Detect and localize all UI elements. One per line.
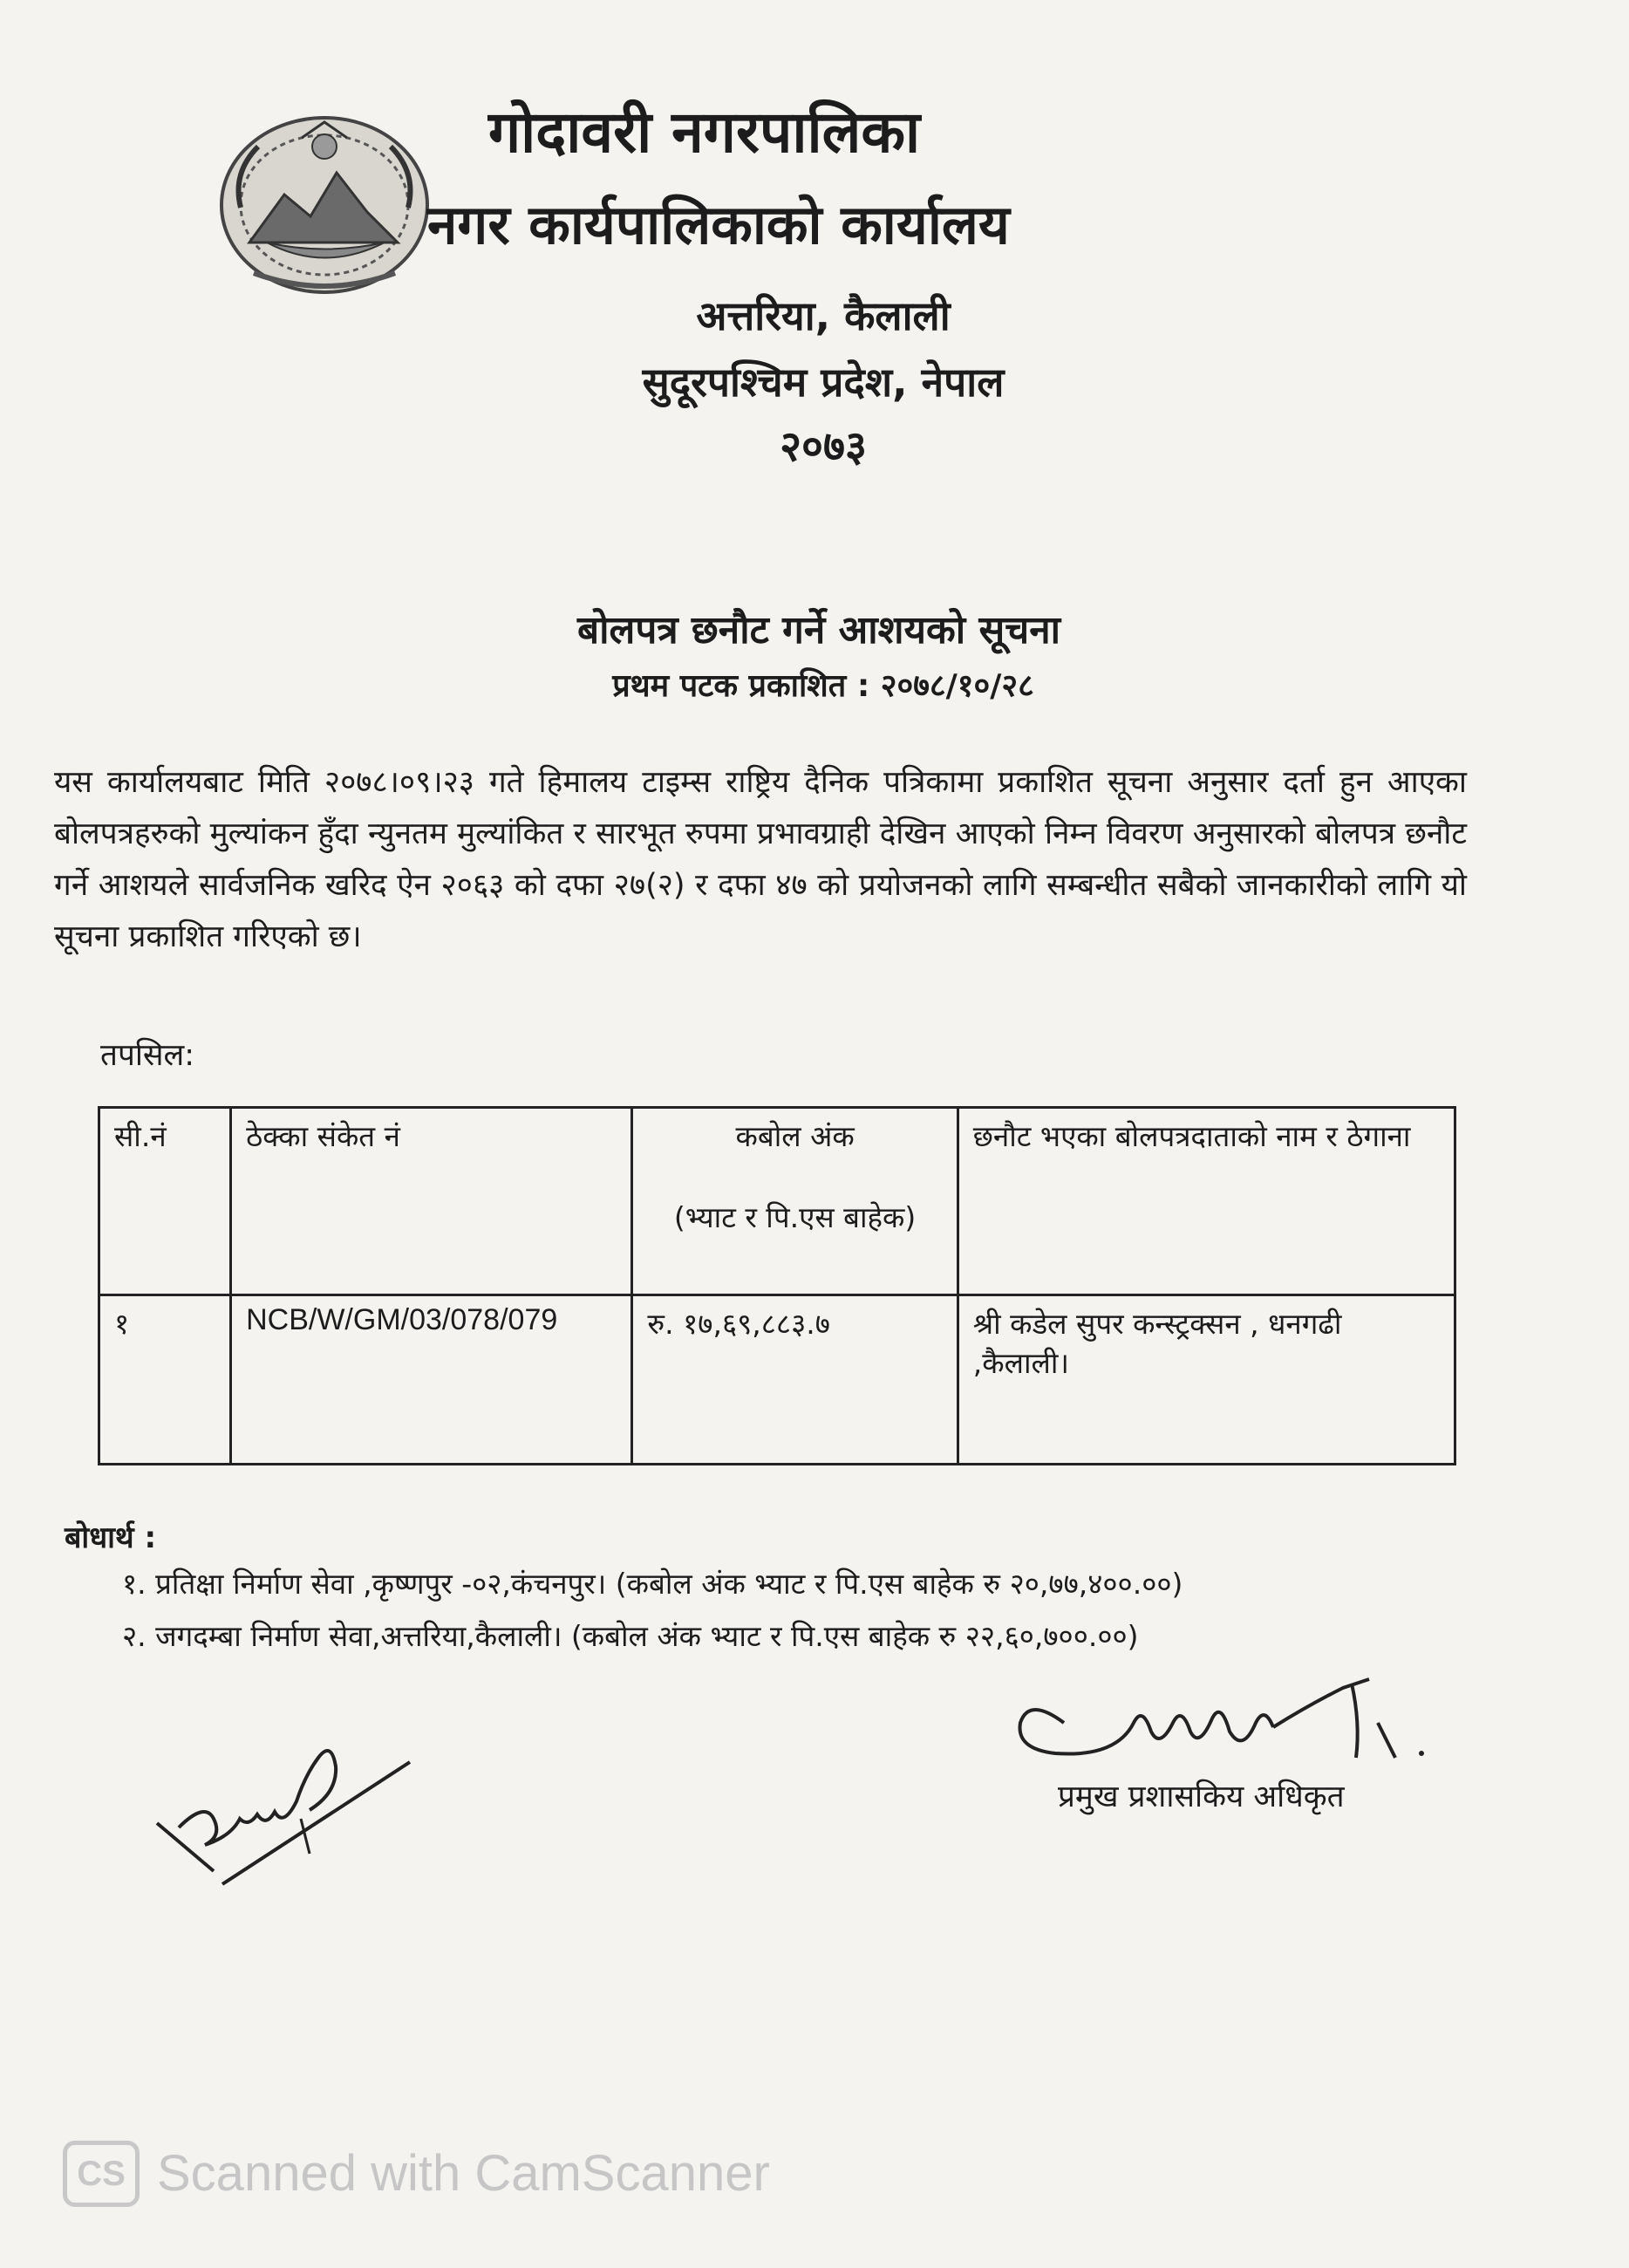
header-bid-amount-label: कबोल अंक — [735, 1119, 855, 1153]
header-sn: सी.नं — [99, 1108, 231, 1295]
header-contract-no: ठेक्का संकेत नं — [231, 1108, 632, 1295]
details-label: तपसिल: — [100, 1038, 195, 1073]
notice-title: बोलपत्र छनौट गर्ने आशयको सूचना — [576, 608, 1061, 652]
cc-label: बोधार्थ : — [65, 1520, 157, 1555]
publication-date: प्रथम पटक प्रकाशित : २०७८/१०/२८ — [612, 668, 1034, 704]
left-handwritten-signature — [153, 1697, 423, 1893]
table-header-row — [99, 1108, 1455, 1295]
notice-body: यस कार्यालयबाट मिति २०७८।०९।२३ गते हिमालय टाइम्स राष्ट्रिय दैनिक पत्रिकामा प्रकाशित सूचना अनुसार दर्ता हुन आएका बोलपत्रहरुको मुल्यांकन हुँदा न्युनतम मुल्यांकित र सारभूत रुपमा प्रभावग्राही देखिन आएको निम्न विवरण अनुसारको बोलपत्र छनौट गर्ने आशयले सार्वजनिक खरिद ऐन २०६३ को दफा २७(२) र दफा ४७ को प्रयोजनको लागि सम्बन्धीत सबैको जानकारीको लागि यो सूचना प्रकाशित गरिएको छ। — [54, 765, 1467, 954]
cell-contract-no: NCB/W/GM/03/078/079 — [231, 1295, 632, 1464]
camscanner-logo-icon: CS — [63, 2141, 140, 2207]
right-handwritten-signature — [1012, 1670, 1465, 1775]
address-line-2: सुदूरपश्चिम प्रदेश, नेपाल — [642, 359, 1005, 406]
header-bid-amount-note: (भ्याट र पि.एस बाहेक) — [673, 1200, 917, 1234]
cell-amount: रु. १७,६९,८८३.७ — [632, 1295, 958, 1464]
camscanner-watermark: Scanned with CamScanner — [157, 2145, 770, 2202]
cc-item-2: २. जगदम्बा निर्माण सेवा,अत्तरिया,कैलाली। (कबोल अंक भ्याट र पि.एस बाहेक रु २२,६०,७००.००) — [122, 1619, 1139, 1653]
officer-title: प्रमुख प्रशासकिय अधिकृत — [1058, 1780, 1345, 1814]
cell-sn: १ — [99, 1295, 231, 1464]
office-name: नगर कार्यपालिकाको कार्यालय — [427, 193, 1010, 256]
nepal-government-emblem-icon — [215, 112, 434, 298]
cell-bidder — [958, 1295, 1455, 1464]
cc-item-1: १. प्रतिक्षा निर्माण सेवा ,कृष्णपुर -०२,कंचनपुर। (कबोल अंक भ्याट र पि.एस बाहेक रु २०,७७,४००.००) — [122, 1567, 1183, 1601]
establishment-year: २०७३ — [780, 422, 867, 471]
table-row — [99, 1295, 1455, 1464]
selected-bid-table — [98, 1106, 1456, 1465]
bidder-line-2: ,कैलाली। — [972, 1345, 1069, 1380]
header-bidder: छनौट भएका बोलपत्रदाताको नाम र ठेगाना — [958, 1108, 1455, 1295]
municipality-name: गोदावरी नगरपालिका — [488, 99, 921, 166]
address-line-1: अत्तरिया, कैलाली — [696, 292, 951, 339]
bidder-line-1: श्री कडेल सुपर कन्स्ट्रक्सन , धनगढी — [972, 1306, 1342, 1341]
header-bid-amount — [632, 1108, 958, 1295]
